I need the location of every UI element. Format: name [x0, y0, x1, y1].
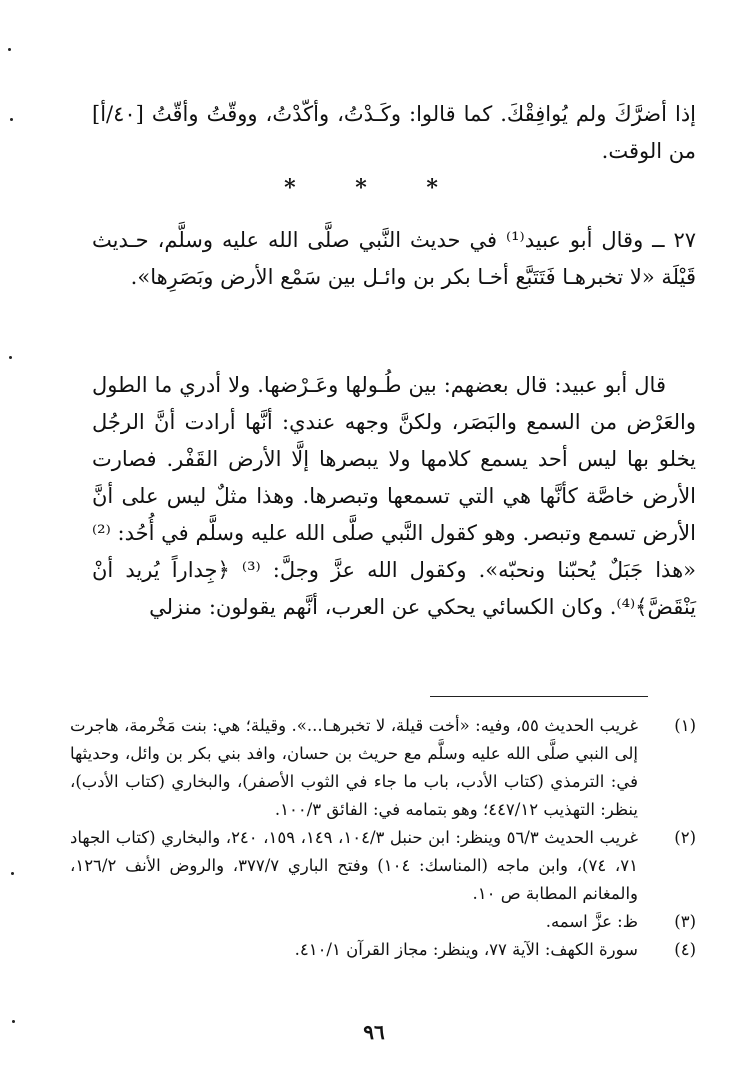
paragraph-commentary — [92, 367, 696, 626]
footnote-text: غريب الحديث ٥٦/٣ وينظر: ابن حنبل ١٠٤/٣، ١٤٩، ١٥٩، ٢٤٠، والبخاري (كتاب الجهاد ٧١، ٧٤)، وابن ماجه (المناسك: ١٠٤) وفتح الباري ٣٧٧/٧، والروض الأنف ١٢٦/٢، والمغانم المطابة ص ١٠. — [70, 828, 639, 903]
footnote-number: (٢) — [674, 828, 696, 847]
scan-speck — [12, 1020, 15, 1023]
scan-speck — [11, 872, 14, 875]
footnotes — [70, 712, 696, 964]
footnote-divider — [430, 696, 648, 697]
footnote-number: (١) — [674, 716, 696, 735]
footnote-text: ظ: عزَّ اسمه. — [545, 912, 638, 931]
paragraph-text: قال أبو عبيد: قال بعضهم: بين طُـولها وعَـرْضها. ولا أدري ما الطول والعَرْض من السمع والبَصَر، ولكنَّ وجهه عندي: أنَّها أرادت أنَّ الرجُل يخلو بها ليس أحد يسمع كلامها ولا يبصرها إلَّا الأرض القَفْر. فصارت الأرض خاصَّة كأنَّها هي التي تسمعها وتبصرها. وهذا مثلٌ ليس على أنَّ الأرض تسمع وتبصر. وهو كقول النَّبي صلَّى الله عليه وسلَّم في أُحُد: ⁽²⁾ «هذا جَبَلٌ يُحبّنا ونحبّه». وكقول الله عزَّ وجلَّ: ⁽³⁾ ﴿جِداراً يُريد أنْ يَنْقَضَّ﴾⁽⁴⁾. وكان الكسائي يحكي عن العرب، أنَّهم يقولون: منزلي — [92, 373, 697, 619]
footnote-item — [70, 908, 696, 936]
section-separator: * * * — [284, 175, 464, 201]
footnote-text: سورة الكهف: الآية ٧٧، وينظر: مجاز القرآن ٤١٠/١. — [294, 940, 638, 959]
footnote-text: غريب الحديث ٥٥، وفيه: «أخت قيلة، لا تخبرهـا...». وقيلة؛ هي: بنت مَخْرمة، هاجرت إلى النبي صلَّى الله عليه وسلَّم مع حريث بن حسان، وافد بني بكر بن وائل، وحديثها في: الترمذي (كتاب الأدب، باب ما جاء في الثوب الأصفر)، والبخاري (كتاب الأدب)، ينظر: التهذيب ٤٤٧/١٢؛ وهو بتمامه في: الفائق ١٠٠/٣. — [70, 716, 639, 819]
footnote-item — [70, 936, 696, 964]
footnote-item — [70, 824, 696, 908]
scan-speck — [10, 118, 13, 121]
paragraph-continuation — [92, 96, 696, 170]
scan-speck — [9, 356, 12, 359]
page-number: ٩٦ — [363, 1020, 385, 1044]
paragraph-text: إذا أضرَّكَ ولم يُوافِقْكَ. كما قالوا: وكَـدْتُ، وأكّدْتُ، ووقّتُ وأقّتُ [٤٠/أ] من الوقت. — [92, 102, 696, 163]
paragraph-text: ٢٧ ــ وقال أبو عبيد⁽¹⁾ في حديث النَّبي صلَّى الله عليه وسلَّم، حـديث قَيْلَة «لا تخبرهـا فَتَتَبَّع أخـا بكر بن وائـل بين سَمْع الأرض وبَصَرِها». — [92, 228, 696, 289]
footnote-number: (٣) — [674, 912, 696, 931]
paragraph-hadith-27 — [92, 222, 696, 296]
footnote-item — [70, 712, 696, 824]
footnote-number: (٤) — [674, 940, 696, 959]
scan-speck — [8, 48, 11, 51]
